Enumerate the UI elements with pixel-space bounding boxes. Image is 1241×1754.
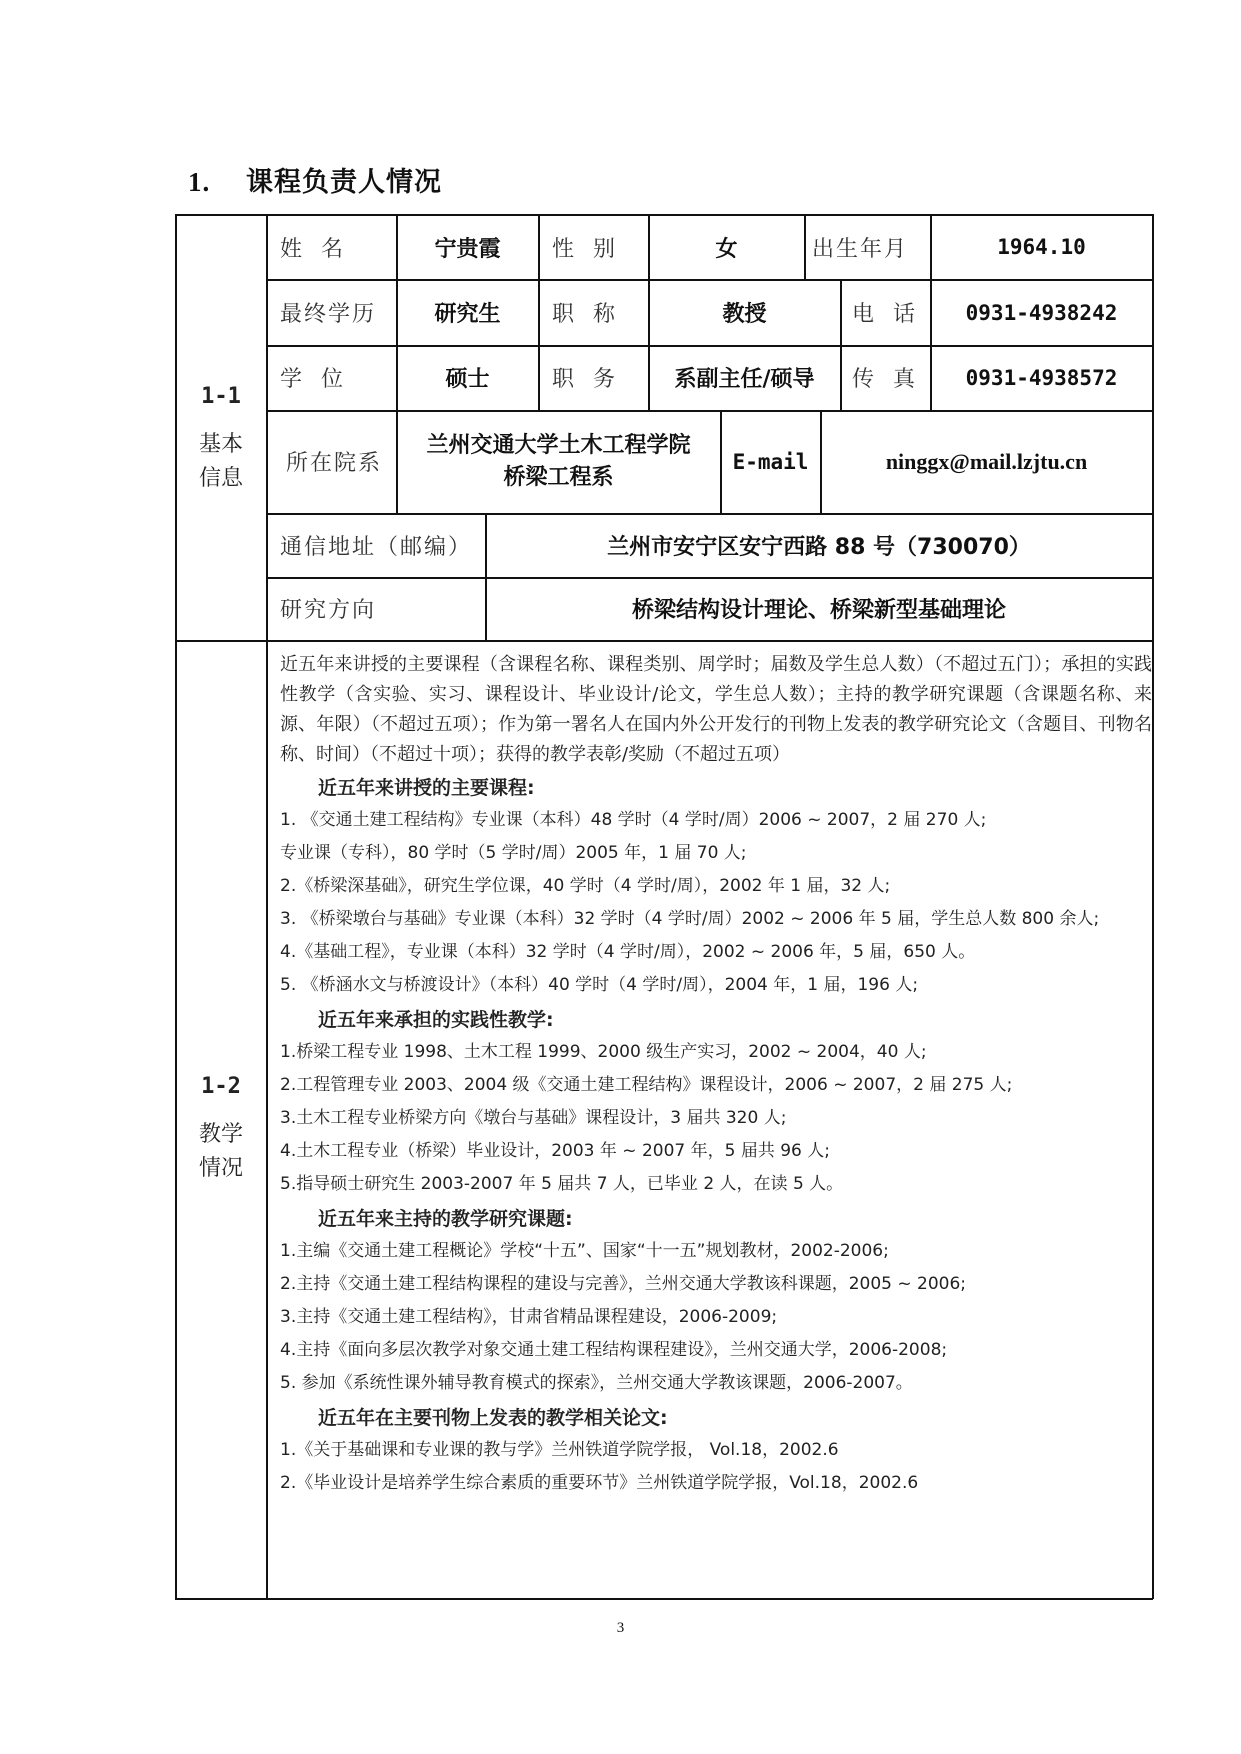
department-line1: 兰州交通大学土木工程学院 [426,432,691,458]
list-item: 5. 参加《系统性课外辅导教育模式的探索》，兰州交通大学教该课题，2006-2007。 [280,1373,913,1393]
phone-label: 电 话 [852,302,921,327]
section-title: 课程负责人情况 [246,167,442,198]
list-item: 1.主编《交通土建工程概论》学校“十五”、国家“十一五”规划教材，2002-2006; [280,1241,889,1261]
research-label: 研究方向 [280,598,377,623]
teaching-content [280,650,1152,1500]
birth-value: 1964.10 [997,235,1086,259]
research-value: 桥梁结构设计理论、桥梁新型基础理论 [631,598,1006,623]
department-value [397,410,720,513]
teaching-intro: 近五年来讲授的主要课程（含课程名称、课程类别、周学时；届数及学生总人数）（不超过五门）；承担的实践性教学（含实验、实习、课程设计、毕业设计/论文，学生总人数）；主持的教学研究课题（含课题名称、来源、年限）（不超过五项）；作为第一署名人在国内外公开发行的刊物上发表的教学研究论文（含题目、刊物名称、时间）（不超过十项）；获得的教学表彰/奖励（不超过五项） [280,654,1152,765]
fax-label: 传 真 [852,367,921,392]
post-value: 系副主任/硕导 [674,367,815,392]
courses-heading: 近五年来讲授的主要课程: [318,777,535,799]
address-value: 兰州市安宁区安宁西路 88 号（730070） [607,534,1031,560]
list-item: 2.《毕业设计是培养学生综合素质的重要环节》兰州铁道学院学报，Vol.18，2002.6 [280,1473,919,1493]
phone-value: 0931-4938242 [965,300,1118,325]
section-divider [266,214,268,1599]
email-value: ninggx@mail.lzjtu.cn [885,448,1088,474]
email-label: E-mail [732,449,809,474]
section-label-basic [176,380,266,496]
list-item: 2.工程管理专业 2003、2004 级《交通土建工程结构》课程设计，2006 ~ 2007，2 届 275 人; [280,1075,1013,1095]
research-heading: 近五年来主持的教学研究课题: [318,1208,573,1230]
page-number: 3 [616,1620,625,1636]
section-number: 1. [188,167,211,197]
section-name-line2: 信息 [198,466,243,491]
table-border-right [1152,214,1154,1599]
list-item: 4.《基础工程》，专业课（本科）32 学时（4 学时/周），2002 ~ 2006 年，5 届，650 人。 [280,942,976,962]
section-name-line1: 基本 [198,432,243,457]
fax-value: 0931-4938572 [965,365,1118,390]
col-line [804,214,806,280]
gender-label: 性 别 [552,236,621,262]
birth-label: 出生年月 [812,236,909,262]
section-separator [175,640,1153,642]
degree-label: 学 位 [280,367,349,392]
list-item: 3.主持《交通土建工程结构》，甘肃省精品课程建设，2006-2009; [280,1307,778,1327]
degree-value: 硕士 [445,367,490,392]
list-item: 2.主持《交通土建工程结构课程的建设与完善》，兰州交通大学教该科课题，2005 ~ 2006; [280,1274,967,1294]
list-item: 1.桥梁工程专业 1998、土木工程 1999、2000 级生产实习，2002 ~ 2004，40 人; [280,1042,927,1062]
section-name-line1: 教学 [198,1122,243,1147]
name-label: 姓 名 [280,236,349,262]
list-item: 4.主持《面向多层次教学对象交通土建工程结构课程建设》，兰州交通大学，2006-2008; [280,1340,948,1360]
department-line2: 桥梁工程系 [503,464,614,490]
list-item: 2.《桥梁深基础》，研究生学位课，40 学时（4 学时/周），2002 年 1 届，32 人; [280,876,891,896]
department-label: 所在院系 [286,451,383,476]
section-label-teaching [176,1070,266,1186]
page-title [188,160,442,199]
table-border-bottom [175,1598,1153,1600]
practice-heading: 近五年来承担的实践性教学: [318,1009,554,1031]
list-item: 5. 《桥涵水文与桥渡设计》（本科）40 学时（4 学时/周），2004 年，1 届，196 人; [280,975,919,995]
title-value: 教授 [722,302,767,327]
list-item: 1.《关于基础课和专业课的教与学》兰州铁道学院学报， Vol.18，2002.6 [280,1440,839,1460]
section-name-line2: 情况 [198,1156,243,1181]
col-line [538,214,540,411]
gender-value: 女 [715,236,738,262]
list-item: 3.土木工程专业桥梁方向《墩台与基础》课程设计，3 届共 320 人; [280,1108,787,1128]
list-item: 3. 《桥梁墩台与基础》专业课（本科）32 学时（4 学时/周）2002 ~ 2006 年 5 届，学生总人数 800 余人; [280,909,1100,929]
education-label: 最终学历 [280,302,377,327]
address-label: 通信地址（邮编） [280,534,473,560]
list-item: 4.土木工程专业（桥梁）毕业设计，2003 年 ~ 2007 年，5 届共 96 人; [280,1141,830,1161]
education-value: 研究生 [434,302,501,327]
section-no: 1-1 [201,384,241,409]
title-label: 职 称 [552,302,621,327]
section-no: 1-2 [201,1074,241,1099]
name-value: 宁贵霞 [434,236,501,262]
list-item: 1. 《交通土建工程结构》专业课（本科）48 学时（4 学时/周）2006 ~ 2007，2 届 270 人; [280,810,987,830]
list-item: 专业课（专科），80 学时（5 学时/周）2005 年，1 届 70 人; [280,843,747,863]
post-label: 职 务 [552,367,621,392]
col-line [840,279,842,411]
papers-heading: 近五年在主要刊物上发表的教学相关论文: [318,1407,668,1429]
list-item: 5.指导硕士研究生 2003-2007 年 5 届共 7 人，已毕业 2 人，在读 5 人。 [280,1174,844,1194]
